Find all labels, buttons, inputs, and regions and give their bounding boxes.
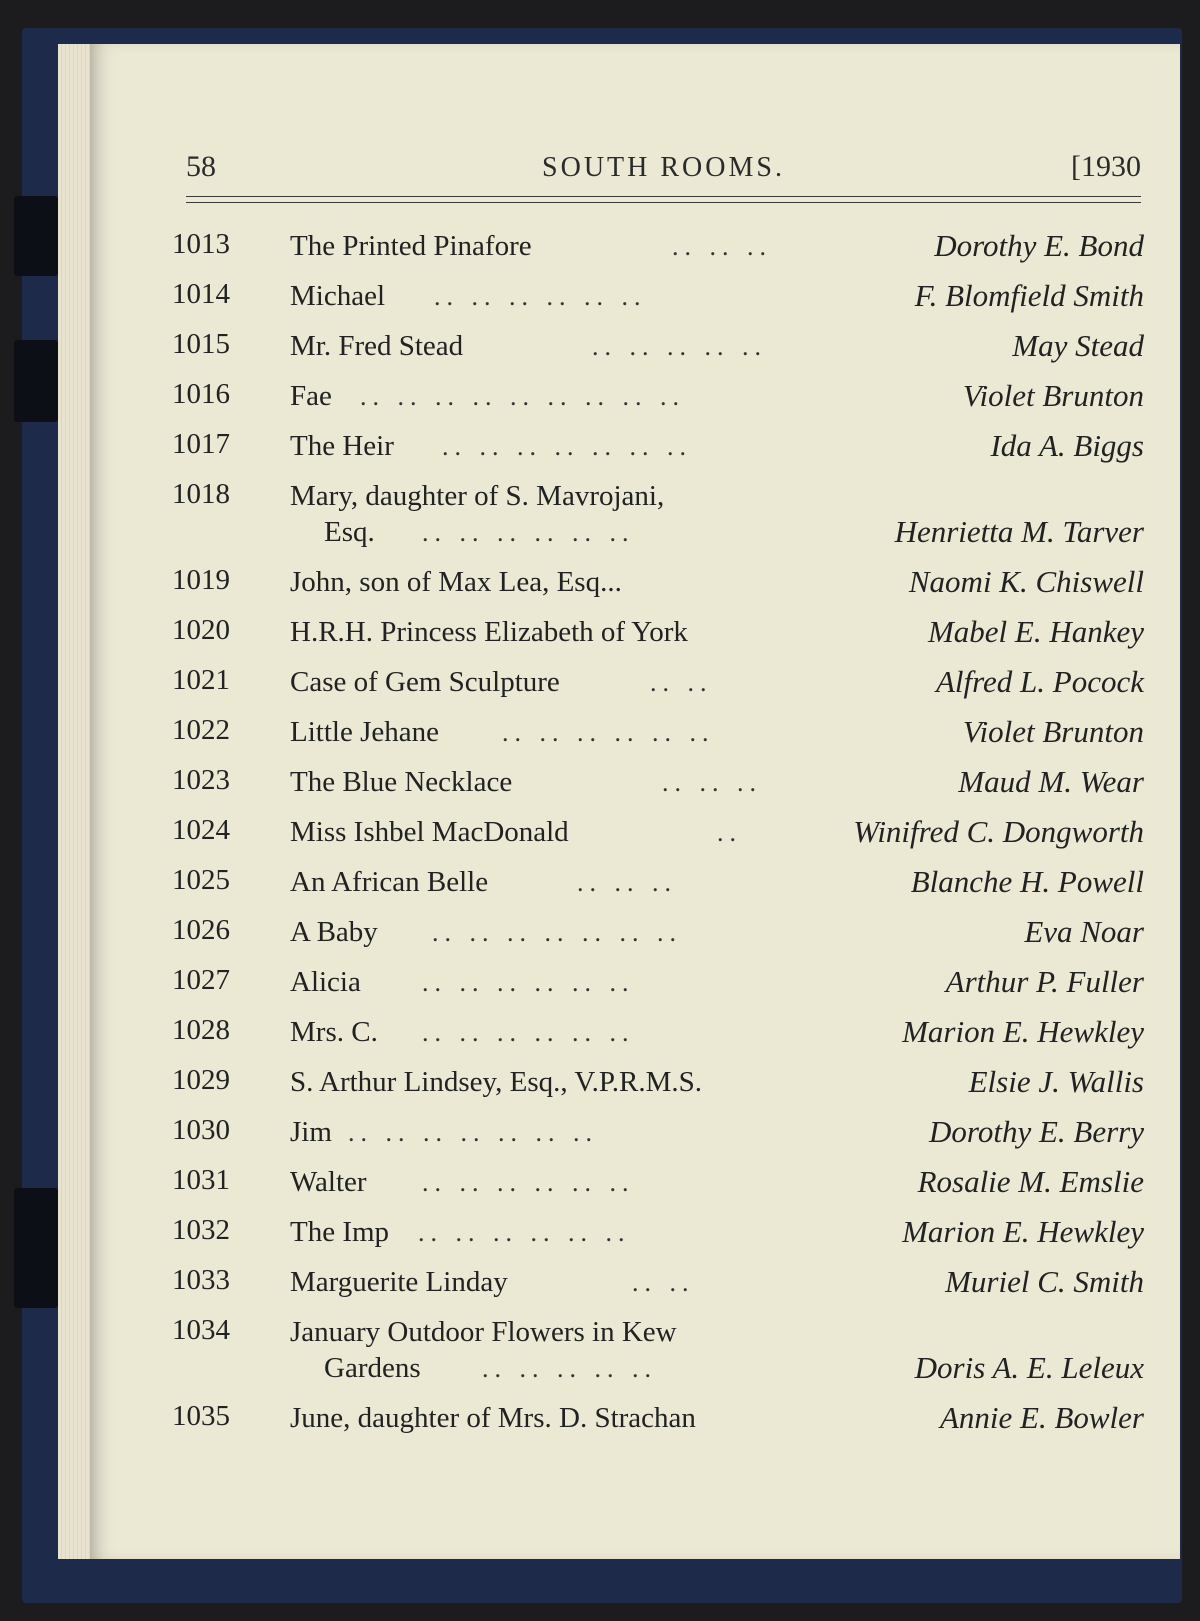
catalogue-entry [172, 278, 1144, 328]
entry-number: 1021 [172, 664, 230, 696]
entry-title-continued: Gardens [324, 1352, 421, 1384]
entry-number: 1018 [172, 478, 230, 510]
leader-dots: .. .. .. .. .. .. .. [432, 918, 682, 947]
binding-tab-middle [14, 340, 58, 422]
entry-artist: Ida A. Biggs [990, 428, 1144, 463]
leader-dots: .. .. .. .. .. .. [422, 518, 635, 547]
entry-title: Mary, daughter of S. Mavrojani, [290, 480, 665, 512]
entry-number: 1020 [172, 614, 230, 646]
binding-tab-bottom [14, 1188, 58, 1308]
leader-dots: .. .. .. [577, 868, 677, 897]
entry-title: H.R.H. Princess Elizabeth of York [290, 616, 688, 648]
page-number: 58 [186, 150, 216, 183]
entry-number: 1031 [172, 1164, 230, 1196]
entry-number: 1017 [172, 428, 230, 460]
catalogue-entry [172, 328, 1144, 378]
entry-artist: Annie E. Bowler [939, 1400, 1144, 1435]
entry-number: 1030 [172, 1114, 230, 1146]
entry-number: 1033 [172, 1264, 230, 1296]
leader-dots: .. .. .. .. .. .. [418, 1218, 631, 1247]
entry-number: 1028 [172, 1014, 230, 1046]
entry-title: Alicia [290, 966, 361, 998]
leader-dots: .. .. [632, 1268, 695, 1297]
entry-title: Miss Ishbel MacDonald [290, 816, 569, 848]
entry-title: Mr. Fred Stead [290, 330, 464, 362]
entry-title: The Blue Necklace [290, 766, 513, 798]
entry-number: 1029 [172, 1064, 230, 1096]
entry-number: 1019 [172, 564, 230, 596]
binding-tab-top [14, 196, 58, 276]
entry-artist: Violet Brunton [962, 714, 1144, 749]
header-rule-lower [186, 202, 1141, 203]
leader-dots: .. .. .. .. .. .. [502, 718, 715, 747]
entry-number: 1034 [172, 1314, 230, 1346]
entry-artist: Eva Noar [1024, 914, 1144, 949]
entry-artist: Naomi K. Chiswell [908, 564, 1144, 599]
entry-title: A Baby [290, 916, 378, 948]
entry-title-continued: Esq. [324, 516, 375, 548]
leader-dots: .. .. .. .. .. .. .. [348, 1118, 598, 1147]
entry-artist: Violet Brunton [962, 378, 1144, 413]
entry-number: 1023 [172, 764, 230, 796]
entry-number: 1025 [172, 864, 230, 896]
entry-artist: Arthur P. Fuller [945, 964, 1144, 999]
entry-title: An African Belle [290, 866, 489, 898]
catalogue-entry [172, 1400, 1144, 1450]
entry-title: Marguerite Linday [290, 1266, 508, 1298]
entry-title: The Printed Pinafore [290, 230, 532, 262]
section-title: SOUTH ROOMS. [542, 152, 785, 183]
entry-title: S. Arthur Lindsey, Esq., V.P.R.M.S. [290, 1066, 702, 1098]
leader-dots: .. .. .. .. .. .. [422, 1168, 635, 1197]
entry-artist: Marion E. Hewkley [902, 1214, 1144, 1249]
entry-artist: Marion E. Hewkley [902, 1014, 1144, 1049]
catalogue-entry [172, 1114, 1144, 1164]
entry-artist: Blanche H. Powell [910, 864, 1144, 899]
entry-number: 1035 [172, 1400, 230, 1432]
catalogue-entry [172, 1064, 1144, 1114]
entry-title: January Outdoor Flowers in Kew [290, 1316, 677, 1348]
entry-artist: Dorothy E. Bond [934, 228, 1144, 263]
catalogue-entry [172, 1014, 1144, 1064]
entry-artist: F. Blomfield Smith [914, 278, 1144, 313]
entry-artist: Elsie J. Wallis [968, 1064, 1144, 1099]
entry-number: 1015 [172, 328, 230, 360]
catalogue-entry [172, 428, 1144, 478]
entry-number: 1027 [172, 964, 230, 996]
entry-title: Little Jehane [290, 716, 439, 748]
leader-dots: .. [717, 818, 742, 847]
entry-artist: Mabel E. Hankey [927, 614, 1144, 649]
catalogue-entry [172, 1264, 1144, 1314]
entry-number: 1022 [172, 714, 230, 746]
entry-title: Jim [290, 1116, 332, 1148]
leader-dots: .. .. .. .. .. [592, 332, 767, 361]
entry-title: John, son of Max Lea, Esq... [290, 566, 622, 598]
catalogue-entry [172, 714, 1144, 764]
entry-title: Walter [290, 1166, 367, 1198]
entry-title: June, daughter of Mrs. D. Strachan [290, 1402, 696, 1434]
leader-dots: .. .. .. .. .. .. [422, 968, 635, 997]
page-header [186, 146, 1141, 194]
catalogue-entry [172, 664, 1144, 714]
catalogue-entry [172, 864, 1144, 914]
catalogue-entry [172, 964, 1144, 1014]
header-rule [186, 196, 1141, 197]
leader-dots: .. .. [650, 668, 713, 697]
catalogue-entry [172, 914, 1144, 964]
leader-dots: .. .. .. .. .. .. [422, 1018, 635, 1047]
entry-title: Fae [290, 380, 332, 412]
entry-number: 1026 [172, 914, 230, 946]
catalogue-entry [172, 1164, 1144, 1214]
entry-title: Mrs. C. [290, 1016, 378, 1048]
entry-artist: Rosalie M. Emslie [917, 1164, 1144, 1199]
catalogue-entry [172, 1314, 1144, 1400]
entry-artist: Maud M. Wear [958, 764, 1144, 799]
entry-number: 1024 [172, 814, 230, 846]
catalogue-list [172, 228, 1144, 1450]
entry-artist: Henrietta M. Tarver [894, 514, 1144, 549]
entry-title: The Heir [290, 430, 394, 462]
entry-artist: Winifred C. Dongworth [853, 814, 1144, 849]
leader-dots: .. .. .. .. .. .. [434, 282, 647, 311]
catalogue-entry [172, 1214, 1144, 1264]
leader-dots: .. .. .. [662, 768, 762, 797]
entry-artist: Dorothy E. Berry [929, 1114, 1144, 1149]
catalogue-entry [172, 814, 1144, 864]
entry-artist: Doris A. E. Leleux [914, 1350, 1144, 1385]
entry-artist: Muriel C. Smith [945, 1264, 1144, 1299]
entry-number: 1016 [172, 378, 230, 410]
catalogue-entry [172, 228, 1144, 278]
entry-number: 1013 [172, 228, 230, 260]
entry-number: 1014 [172, 278, 230, 310]
entry-title: The Imp [290, 1216, 390, 1248]
catalogue-entry [172, 478, 1144, 564]
entry-number: 1032 [172, 1214, 230, 1246]
catalogue-entry [172, 378, 1144, 428]
leader-dots: .. .. .. .. .. [482, 1354, 657, 1383]
leader-dots: .. .. .. .. .. .. .. [442, 432, 692, 461]
entry-artist: May Stead [1012, 328, 1144, 363]
catalogue-entry [172, 564, 1144, 614]
entry-artist: Alfred L. Pocock [935, 664, 1144, 699]
catalogue-entry [172, 764, 1144, 814]
page-year: [1930 [1071, 150, 1141, 183]
entry-title: Case of Gem Sculpture [290, 666, 560, 698]
entry-title: Michael [290, 280, 386, 312]
catalogue-entry [172, 614, 1144, 664]
leader-dots: .. .. .. .. .. .. .. .. .. [360, 382, 685, 411]
leader-dots: .. .. .. [672, 232, 772, 261]
